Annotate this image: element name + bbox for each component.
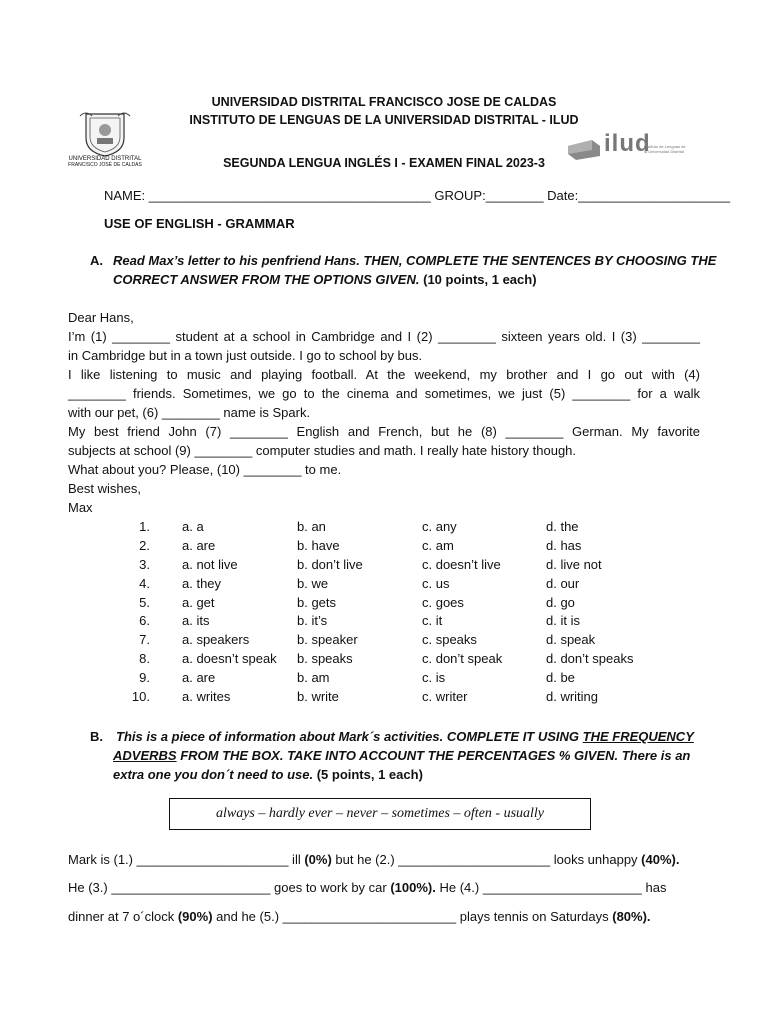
option-b[interactable]: b. speaker — [297, 632, 358, 648]
option-d[interactable]: d. don’t speaks — [546, 651, 634, 667]
mark-sentence-3 — [68, 909, 651, 924]
letter-line-7: subjects at school (9) ________ computer studies and math. I really hate history though. — [68, 443, 577, 458]
date-label: Date: — [547, 188, 579, 203]
section-b-instruction-1-underlined: THE FREQUENCY — [582, 729, 694, 744]
option-d[interactable]: d. speak — [546, 632, 596, 648]
section-a-instruction-2 — [113, 272, 537, 287]
option-b[interactable]: b. an — [297, 518, 326, 534]
ilud-logo-text: ilud — [604, 130, 651, 157]
group-field[interactable]: ________ — [485, 188, 544, 203]
option-b[interactable]: b. we — [297, 575, 329, 591]
student-info-line — [104, 188, 730, 203]
option-a[interactable]: a. not live — [182, 556, 238, 572]
section-b-instruction-2-underlined: ADVERBS — [113, 748, 177, 763]
option-number: 6. — [139, 613, 150, 629]
section-title: USE OF ENGLISH - GRAMMAR — [104, 216, 295, 231]
option-c[interactable]: c. it — [422, 613, 443, 629]
option-number: 1. — [139, 518, 150, 534]
section-a-letter: A. — [90, 253, 103, 268]
logo-left-caption-1: UNIVERSIDAD DISTRITAL — [68, 156, 142, 162]
option-c[interactable]: c. speaks — [422, 632, 477, 648]
section-b-instruction-3 — [113, 767, 423, 782]
option-d[interactable]: d. the — [546, 518, 579, 534]
mark-s1-a: Mark is (1.) _____________________ ill — [68, 852, 305, 867]
section-b-points: (5 points, 1 each) — [316, 767, 423, 782]
mark-s1-c: but he (2.) _____________________ looks unhappy — [331, 852, 642, 867]
option-b[interactable]: b. have — [297, 537, 340, 553]
option-a[interactable]: a. are — [182, 537, 216, 553]
options-table — [112, 517, 656, 706]
mark-s3-percent-1: (90%) — [177, 909, 213, 924]
option-a[interactable]: a. its — [182, 613, 210, 629]
option-d[interactable]: d. it is — [546, 613, 580, 629]
options-row — [112, 649, 656, 668]
mark-s1-percent-1: (0%) — [304, 852, 332, 867]
option-a[interactable]: a. a — [182, 518, 204, 534]
option-c[interactable]: c. don’t speak — [422, 651, 503, 667]
option-d[interactable]: d. our — [546, 575, 580, 591]
section-a-instruction-2-text: CORRECT ANSWER FROM THE OPTIONS GIVEN. — [113, 272, 420, 287]
option-number: 2. — [139, 537, 150, 553]
section-b-instruction-2 — [113, 748, 690, 763]
option-b[interactable]: b. it’s — [297, 613, 328, 629]
section-b-instruction-2-text: FROM THE BOX. TAKE INTO ACCOUNT THE PERCENTAGES % GIVEN. There is an — [176, 748, 691, 763]
option-d[interactable]: d. go — [546, 594, 575, 610]
option-number: 8. — [139, 651, 150, 667]
section-b-instruction-1 — [116, 729, 694, 744]
name-label: NAME: — [104, 188, 146, 203]
section-a-points: (10 points, 1 each) — [423, 272, 537, 287]
letter-line-2: in Cambridge but in a town just outside. I go to school by bus. — [68, 348, 423, 363]
mark-sentence-1 — [68, 852, 679, 867]
letter-line-4: ________ friends. Sometimes, we go to the cinema and sometimes, we just (5) ________ for a walk — [68, 386, 700, 401]
option-d[interactable]: d. has — [546, 537, 582, 553]
frequency-adverbs-box: always – hardly ever – never – sometimes – often - usually — [169, 798, 591, 830]
date-field[interactable]: _____________________ — [578, 188, 731, 203]
letter-signature: Max — [68, 500, 93, 515]
option-c[interactable]: c. us — [422, 575, 450, 591]
letter-line-5: with our pet, (6) ________ name is Spark. — [68, 405, 311, 420]
mark-sentence-2 — [68, 880, 666, 895]
option-b[interactable]: b. don’t live — [297, 556, 363, 572]
section-b-instruction-3-text: extra one you don´t need to use. — [113, 767, 314, 782]
letter-line-6: My best friend John (7) ________ English and French, but he (8) ________ German. My favorite — [68, 424, 700, 439]
mark-s3-c: and he (5.) ________________________ plays tennis on Saturdays — [212, 909, 613, 924]
university-name: UNIVERSIDAD DISTRITAL FRANCISCO JOSE DE CALDAS — [211, 95, 557, 109]
letter-line-1: I’m (1) ________ student at a school in Cambridge and I (2) ________ sixteen years old. I (3) ________ — [68, 329, 700, 344]
option-a[interactable]: a. get — [182, 594, 215, 610]
option-number: 10. — [131, 688, 150, 704]
option-number: 7. — [139, 632, 150, 648]
option-a[interactable]: a. they — [182, 575, 222, 591]
option-b[interactable]: b. write — [297, 688, 339, 704]
option-a[interactable]: a. are — [182, 670, 216, 686]
mark-s3-a: dinner at 7 o´clock — [68, 909, 178, 924]
option-c[interactable]: c. doesn’t live — [422, 556, 501, 572]
option-a[interactable]: a. speakers — [182, 632, 250, 648]
section-a-instruction-1: Read Max’s letter to his penfriend Hans. THEN, COMPLETE THE SENTENCES BY CHOOSING THE — [113, 253, 717, 268]
options-row — [112, 555, 656, 574]
option-c[interactable]: c. is — [422, 670, 446, 686]
logo-left-caption-2: FRANCISCO JOSÉ DE CALDAS — [68, 162, 142, 168]
option-c[interactable]: c. writer — [422, 688, 468, 704]
mark-s2-c: He (4.) ______________________ has — [435, 880, 667, 895]
options-row — [112, 630, 656, 649]
letter-closing: Best wishes, — [68, 481, 141, 496]
options-row — [112, 668, 656, 687]
option-c[interactable]: c. any — [422, 518, 457, 534]
section-b-letter: B. — [90, 729, 103, 744]
ilud-logo-sub-2: la Universidad Distrital — [644, 149, 684, 154]
exam-title: SEGUNDA LENGUA INGLÉS I - EXAMEN FINAL 2023-3 — [223, 156, 545, 170]
option-d[interactable]: d. be — [546, 670, 575, 686]
section-b-instruction-1-text: This is a piece of information about Mark´s activities. COMPLETE IT USING — [116, 729, 583, 744]
option-b[interactable]: b. gets — [297, 594, 337, 610]
option-c[interactable]: c. am — [422, 537, 454, 553]
option-number: 9. — [139, 670, 150, 686]
options-row — [112, 536, 656, 555]
letter-greeting: Dear Hans, — [68, 310, 134, 325]
mark-s2-percent: (100%). — [390, 880, 436, 895]
options-row — [112, 574, 656, 593]
option-b[interactable]: b. speaks — [297, 651, 353, 667]
options-row — [112, 611, 656, 630]
mark-s2-a: He (3.) ______________________ goes to work by car — [68, 880, 391, 895]
group-label: GROUP: — [434, 188, 486, 203]
option-d[interactable]: d. live not — [546, 556, 602, 572]
institute-name: INSTITUTO DE LENGUAS DE LA UNIVERSIDAD DISTRITAL - ILUD — [189, 113, 579, 127]
options-row — [112, 687, 656, 706]
option-c[interactable]: c. goes — [422, 594, 464, 610]
mark-s3-percent-2: (80%). — [612, 909, 651, 924]
ilud-logo-sub-1: Instituto de Lenguas de — [644, 144, 686, 149]
option-number: 5. — [139, 594, 150, 610]
options-row — [112, 593, 656, 612]
option-a[interactable]: a. doesn’t speak — [182, 651, 277, 667]
mark-s1-percent-2: (40%). — [641, 852, 680, 867]
option-number: 3. — [139, 556, 150, 572]
name-field[interactable]: _______________________________________ — [148, 188, 431, 203]
option-b[interactable]: b. am — [297, 670, 330, 686]
option-d[interactable]: d. writing — [546, 688, 599, 704]
letter-line-3: I like listening to music and playing football. At the weekend, my brother and I go out with (4) — [68, 367, 700, 382]
letter-line-8: What about you? Please, (10) ________ to me. — [68, 462, 342, 477]
options-row — [112, 517, 656, 536]
option-a[interactable]: a. writes — [182, 688, 231, 704]
option-number: 4. — [139, 575, 150, 591]
